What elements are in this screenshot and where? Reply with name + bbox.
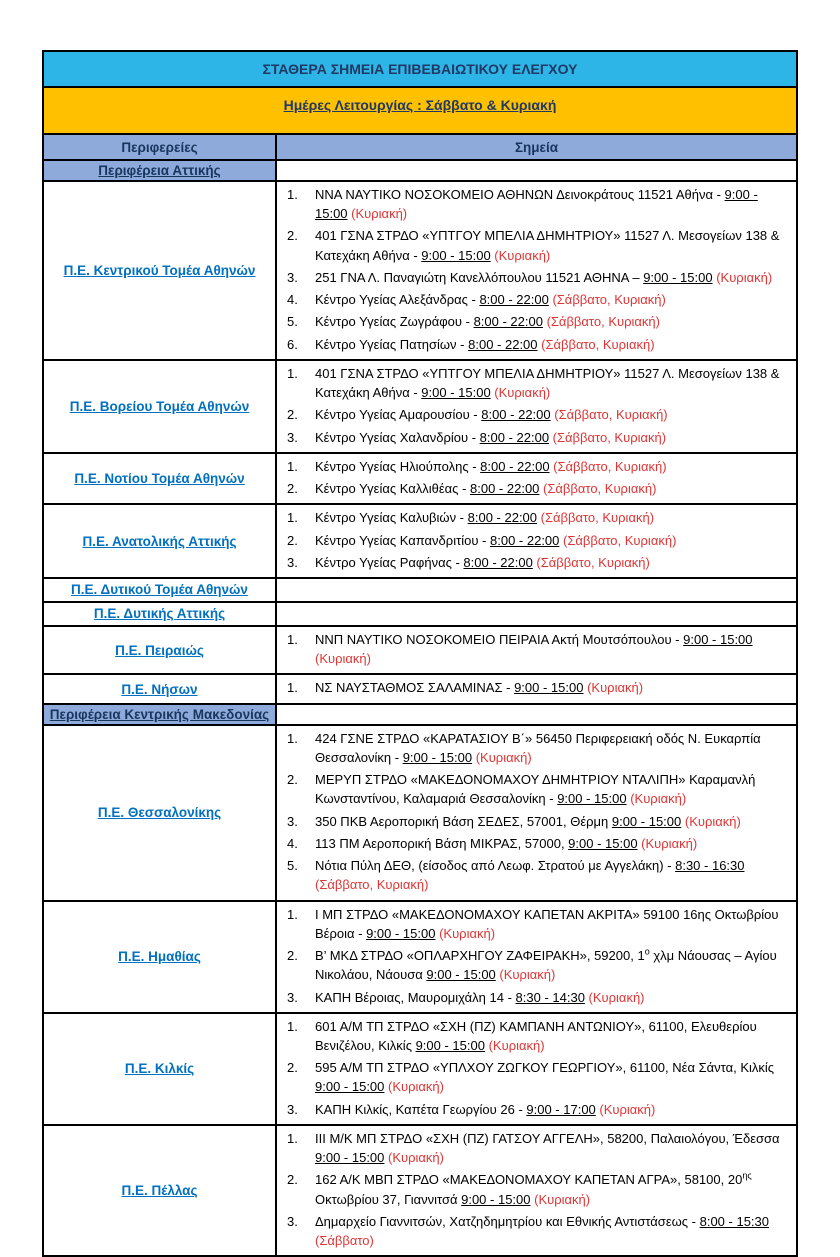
pe-label: Π.Ε. Νήσων bbox=[43, 674, 276, 703]
item-number: 5. bbox=[287, 314, 298, 330]
checkpoint-item bbox=[281, 812, 792, 831]
operating-days-label: Ημέρες Λειτουργίας : Σάββατο & Κυριακή bbox=[283, 97, 557, 113]
column-header-row bbox=[43, 134, 797, 160]
pe-row bbox=[43, 725, 797, 901]
checkpoint-item bbox=[281, 988, 792, 1007]
pe-label: Π.Ε. Πέλλας bbox=[43, 1125, 276, 1256]
item-text: 401 ΓΣΝΑ ΣΤΡΔΟ «ΥΠΤΓΟΥ ΜΠΕΛΙΑ ΔΗΜΗΤΡΙΟΥ» 11527 Λ. Μεσογείων 138 & Κατεχάκη Αθήνα - 9:00 - 15:00 (Κυριακή) bbox=[315, 228, 780, 263]
checkpoint-item bbox=[281, 856, 792, 894]
checkpoint-item bbox=[281, 185, 792, 223]
item-number: 1. bbox=[287, 906, 298, 922]
item-number: 4. bbox=[287, 292, 298, 308]
item-text: Κέντρο Υγείας Πατησίων - 8:00 - 22:00 (Σάββατο, Κυριακή) bbox=[315, 336, 655, 352]
item-text: Κέντρο Υγείας Αμαρουσίου - 8:00 - 22:00 (Σάββατο, Κυριακή) bbox=[315, 407, 668, 423]
item-text: 350 ΠΚΒ Αεροπορική Βάση ΣΕΔΕΣ, 57001, Θέρμη 9:00 - 15:00 (Κυριακή) bbox=[315, 813, 741, 829]
item-text: Κέντρο Υγείας Ραφήνας - 8:00 - 22:00 (Σάββατο, Κυριακή) bbox=[315, 554, 650, 570]
item-number: 3. bbox=[287, 813, 298, 829]
pe-label: Π.Ε. Πειραιώς bbox=[43, 626, 276, 674]
points-cell bbox=[276, 674, 797, 703]
item-text: Ι ΜΠ ΣΤΡΔΟ «ΜΑΚΕΔΟΝΟΜΑΧΟΥ ΚΑΠΕΤΑΝ ΑΚΡΙΤΑ» 59100 16ης Οκτωβρίου Βέροια - 9:00 - 15:00 (Κυριακή) bbox=[315, 906, 779, 941]
checkpoint-item bbox=[281, 290, 792, 309]
item-text: Κέντρο Υγείας Καλλιθέας - 8:00 - 22:00 (Σάββατο, Κυριακή) bbox=[315, 481, 657, 497]
item-number: 3. bbox=[287, 554, 298, 570]
item-number: 1. bbox=[287, 730, 298, 746]
item-text: Νότια Πύλη ΔΕΘ, (είσοδος από Λεωφ. Στρατού με Αγγελάκη) - 8:30 - 16:30 (Σάββατο, Κυριακή) bbox=[315, 858, 745, 893]
regions-column-header: Περιφερείες bbox=[43, 134, 276, 160]
pe-row bbox=[43, 578, 797, 602]
item-number: 1. bbox=[287, 365, 298, 381]
pe-row bbox=[43, 901, 797, 1013]
item-text: Β’ ΜΚΔ ΣΤΡΔΟ «ΟΠΛΑΡΧΗΓΟΥ ΖΑΦΕΙΡΑΚΗ», 59200, $1^o$ χλμ Νάουσας – Αγίου Νικολάου, Νάουσα 9:00 - 15:00 (Κυριακή) bbox=[315, 946, 777, 983]
item-number: 2. bbox=[287, 1172, 298, 1188]
item-number: 5. bbox=[287, 858, 298, 874]
item-number: 1. bbox=[287, 680, 298, 696]
checkpoint-item bbox=[281, 1058, 792, 1096]
item-number: 2. bbox=[287, 407, 298, 423]
pe-row bbox=[43, 1013, 797, 1125]
section-header-empty-cell bbox=[276, 160, 797, 181]
item-text: Κέντρο Υγείας Καλυβιών - 8:00 - 22:00 (Σάββατο, Κυριακή) bbox=[315, 510, 655, 526]
item-text: 251 ΓΝΑ Λ. Παναγιώτη Κανελλόπουλου 11521 ΑΘΗΝΑ – 9:00 - 15:00 (Κυριακή) bbox=[315, 269, 773, 285]
item-text: Κέντρο Υγείας Καπανδριτίου - 8:00 - 22:00 (Σάββατο, Κυριακή) bbox=[315, 532, 677, 548]
pe-row bbox=[43, 453, 797, 504]
item-number: 2. bbox=[287, 1060, 298, 1076]
pe-row bbox=[43, 1125, 797, 1256]
pe-row bbox=[43, 602, 797, 626]
pe-label: Π.Ε. Ανατολικής Αττικής bbox=[43, 504, 276, 578]
checkpoint-item bbox=[281, 630, 792, 668]
item-number: 1. bbox=[287, 1130, 298, 1146]
checkpoint-item bbox=[281, 268, 792, 287]
item-text: 601 Α/Μ ΤΠ ΣΤΡΔΟ «ΣΧΗ (ΠΖ) ΚΑΜΠΑΝΗ ΑΝΤΩΝΙΟΥ», 61100, Ελευθερίου Βενιζέλου, Κιλκίς 9:00 - 15:00 (Κυριακή) bbox=[315, 1018, 757, 1053]
section-header-label: Περιφέρεια Αττικής bbox=[43, 160, 276, 181]
pe-label: Π.Ε. Δυτικού Τομέα Αθηνών bbox=[43, 578, 276, 602]
item-text: 113 ΠΜ Αεροπορική Βάση ΜΙΚΡΑΣ, 57000, 9:00 - 15:00 (Κυριακή) bbox=[315, 835, 698, 851]
points-cell bbox=[276, 626, 797, 674]
item-number: 3. bbox=[287, 1213, 298, 1229]
pe-row bbox=[43, 674, 797, 703]
pe-row bbox=[43, 360, 797, 453]
points-cell bbox=[276, 578, 797, 602]
checkpoint-item bbox=[281, 405, 792, 424]
item-number: 1. bbox=[287, 510, 298, 526]
section-header-row bbox=[43, 704, 797, 725]
pe-label: Π.Ε. Κιλκίς bbox=[43, 1013, 276, 1125]
checkpoint-item bbox=[281, 678, 792, 697]
item-number: 2. bbox=[287, 772, 298, 788]
points-cell bbox=[276, 1013, 797, 1125]
item-number: 6. bbox=[287, 336, 298, 352]
checkpoint-item bbox=[281, 479, 792, 498]
item-text: ΚΑΠΗ Κιλκίς, Καπέτα Γεωργίου 26 - 9:00 - 17:00 (Κυριακή) bbox=[315, 1101, 656, 1117]
item-number: 2. bbox=[287, 481, 298, 497]
item-number: 1. bbox=[287, 458, 298, 474]
item-text: Δημαρχείο Γιαννιτσών, Χατζηδημητρίου και Εθνικής Αντιστάσεως - 8:00 - 15:30 (Σάββατο) bbox=[315, 1213, 769, 1249]
checkpoint-item bbox=[281, 834, 792, 853]
item-number: 3. bbox=[287, 989, 298, 1005]
checkpoint-item bbox=[281, 428, 792, 447]
item-text: Κέντρο Υγείας Ηλιούπολης - 8:00 - 22:00 (Σάββατο, Κυριακή) bbox=[315, 458, 667, 474]
checkpoint-item bbox=[281, 1017, 792, 1055]
item-number: 4. bbox=[287, 835, 298, 851]
section-header-label: Περιφέρεια Κεντρικής Μακεδονίας bbox=[43, 704, 276, 725]
pe-label: Π.Ε. Ημαθίας bbox=[43, 901, 276, 1013]
item-text: 162 Α/Κ ΜΒΠ ΣΤΡΔΟ «ΜΑΚΕΔΟΝΟΜΑΧΟΥ ΚΑΠΕΤΑΝ ΑΓΡΑ», 58100, $20^{\eta\varsigma}$ Οκτωβρίου 37, Γιαννιτσά 9:00 - 15:00 (Κυριακή) bbox=[315, 1171, 752, 1207]
points-cell bbox=[276, 504, 797, 578]
item-text: ΝΝΠ ΝΑΥΤΙΚΟ ΝΟΣΟΚΟΜΕΙΟ ΠΕΙΡΑΙΑ Ακτή Μουτσόπουλου - 9:00 - 15:00 (Κυριακή) bbox=[315, 631, 753, 667]
item-text: 401 ΓΣΝΑ ΣΤΡΔΟ «ΥΠΤΓΟΥ ΜΠΕΛΙΑ ΔΗΜΗΤΡΙΟΥ» 11527 Λ. Μεσογείων 138 & Κατεχάκη Αθήνα - 9:00 - 15:00 (Κυριακή) bbox=[315, 365, 780, 401]
checkpoints-table bbox=[42, 50, 798, 1257]
item-number: 2. bbox=[287, 228, 298, 244]
checkpoint-item bbox=[281, 531, 792, 550]
item-number: 2. bbox=[287, 532, 298, 548]
checkpoint-item bbox=[281, 312, 792, 331]
checkpoint-item bbox=[281, 729, 792, 767]
points-cell bbox=[276, 901, 797, 1013]
section-header-row bbox=[43, 160, 797, 181]
points-column-header: Σημεία bbox=[276, 134, 797, 160]
checkpoint-item bbox=[281, 946, 792, 984]
checkpoint-item bbox=[281, 553, 792, 572]
pe-label: Π.Ε. Νοτίου Τομέα Αθηνών bbox=[43, 453, 276, 504]
checkpoint-item bbox=[281, 1170, 792, 1208]
checkpoint-item bbox=[281, 905, 792, 943]
operating-days-cell bbox=[43, 87, 797, 134]
checkpoint-item bbox=[281, 364, 792, 402]
pe-row bbox=[43, 504, 797, 578]
checkpoint-item bbox=[281, 1100, 792, 1119]
item-number: 1. bbox=[287, 187, 298, 202]
item-number: 3. bbox=[287, 429, 298, 445]
pe-label: Π.Ε. Κεντρικού Τομέα Αθηνών bbox=[43, 181, 276, 360]
section-header-empty-cell bbox=[276, 704, 797, 725]
item-text: Κέντρο Υγείας Ζωγράφου - 8:00 - 22:00 (Σάββατο, Κυριακή) bbox=[315, 314, 660, 330]
points-cell bbox=[276, 602, 797, 626]
item-text: Κέντρο Υγείας Χαλανδρίου - 8:00 - 22:00 (Σάββατο, Κυριακή) bbox=[315, 429, 667, 445]
checkpoint-item bbox=[281, 335, 792, 354]
item-text: 424 ΓΣΝΕ ΣΤΡΔΟ «ΚΑΡΑΤΑΣΙΟΥ Β΄» 56450 Περιφερειακή οδός Ν. Ευκαρπία Θεσσαλονίκη - 9:00 - 15:00 (Κυριακή) bbox=[315, 730, 761, 765]
checkpoint-item bbox=[281, 508, 792, 527]
item-number: 3. bbox=[287, 1101, 298, 1117]
pe-row bbox=[43, 181, 797, 360]
item-text: ΚΑΠΗ Βέροιας, Μαυρομιχάλη 14 - 8:30 - 14:30 (Κυριακή) bbox=[315, 989, 645, 1005]
item-text: ΜΕΡΥΠ ΣΤΡΔΟ «ΜΑΚΕΔΟΝΟΜΑΧΟΥ ΔΗΜΗΤΡΙΟΥ ΝΤΑΛΙΠΗ» Καραμανλή Κωνσταντίνου, Καλαμαριά Θεσσαλονίκη - 9:00 - 15:00 (Κυριακή) bbox=[315, 772, 756, 807]
item-text: ΙΙΙ Μ/Κ ΜΠ ΣΤΡΔΟ «ΣΧΗ (ΠΖ) ΓΑΤΣΟΥ ΑΓΓΕΛΗ», 58200, Παλαιολόγου, Έδεσσα 9:00 - 15:00 (Κυριακή) bbox=[315, 1130, 780, 1166]
operating-days-row bbox=[43, 87, 797, 134]
pe-label: Π.Ε. Θεσσαλονίκης bbox=[43, 725, 276, 901]
points-cell bbox=[276, 1125, 797, 1256]
item-text: 595 Α/Μ ΤΠ ΣΤΡΔΟ «ΥΠΛΧΟΥ ΖΩΓΚΟΥ ΓΕΩΡΓΙΟΥ», 61100, Νέα Σάντα, Κιλκίς 9:00 - 15:00 (Κυριακή) bbox=[315, 1060, 775, 1095]
checkpoint-item bbox=[281, 1129, 792, 1167]
item-text: ΝΣ ΝΑΥΣΤΑΘΜΟΣ ΣΑΛΑΜΙΝΑΣ - 9:00 - 15:00 (Κυριακή) bbox=[315, 680, 644, 696]
checkpoint-item bbox=[281, 226, 792, 264]
item-number: 1. bbox=[287, 631, 298, 647]
points-cell bbox=[276, 453, 797, 504]
checkpoint-item bbox=[281, 770, 792, 808]
pe-label: Π.Ε. Βορείου Τομέα Αθηνών bbox=[43, 360, 276, 453]
item-text: Κέντρο Υγείας Αλεξάνδρας - 8:00 - 22:00 (Σάββατο, Κυριακή) bbox=[315, 292, 666, 308]
page-title: ΣΤΑΘΕΡΑ ΣΗΜΕΙΑ ΕΠΙΒΕΒΑΙΩΤΙΚΟΥ ΕΛΕΓΧΟΥ bbox=[43, 51, 797, 87]
pe-label: Π.Ε. Δυτικής Αττικής bbox=[43, 602, 276, 626]
item-text: ΝΝΑ ΝΑΥΤΙΚΟ ΝΟΣΟΚΟΜΕΙΟ ΑΘΗΝΩΝ Δεινοκράτους 11521 Αθήνα - 9:00 - 15:00 (Κυριακή) bbox=[315, 187, 758, 222]
points-cell bbox=[276, 360, 797, 453]
item-number: 1. bbox=[287, 1018, 298, 1034]
item-number: 3. bbox=[287, 269, 298, 285]
item-number: 2. bbox=[287, 948, 298, 964]
table-title-row bbox=[43, 51, 797, 87]
checkpoint-item bbox=[281, 457, 792, 476]
points-cell bbox=[276, 725, 797, 901]
points-cell bbox=[276, 181, 797, 360]
pe-row bbox=[43, 626, 797, 674]
checkpoint-item bbox=[281, 1212, 792, 1250]
